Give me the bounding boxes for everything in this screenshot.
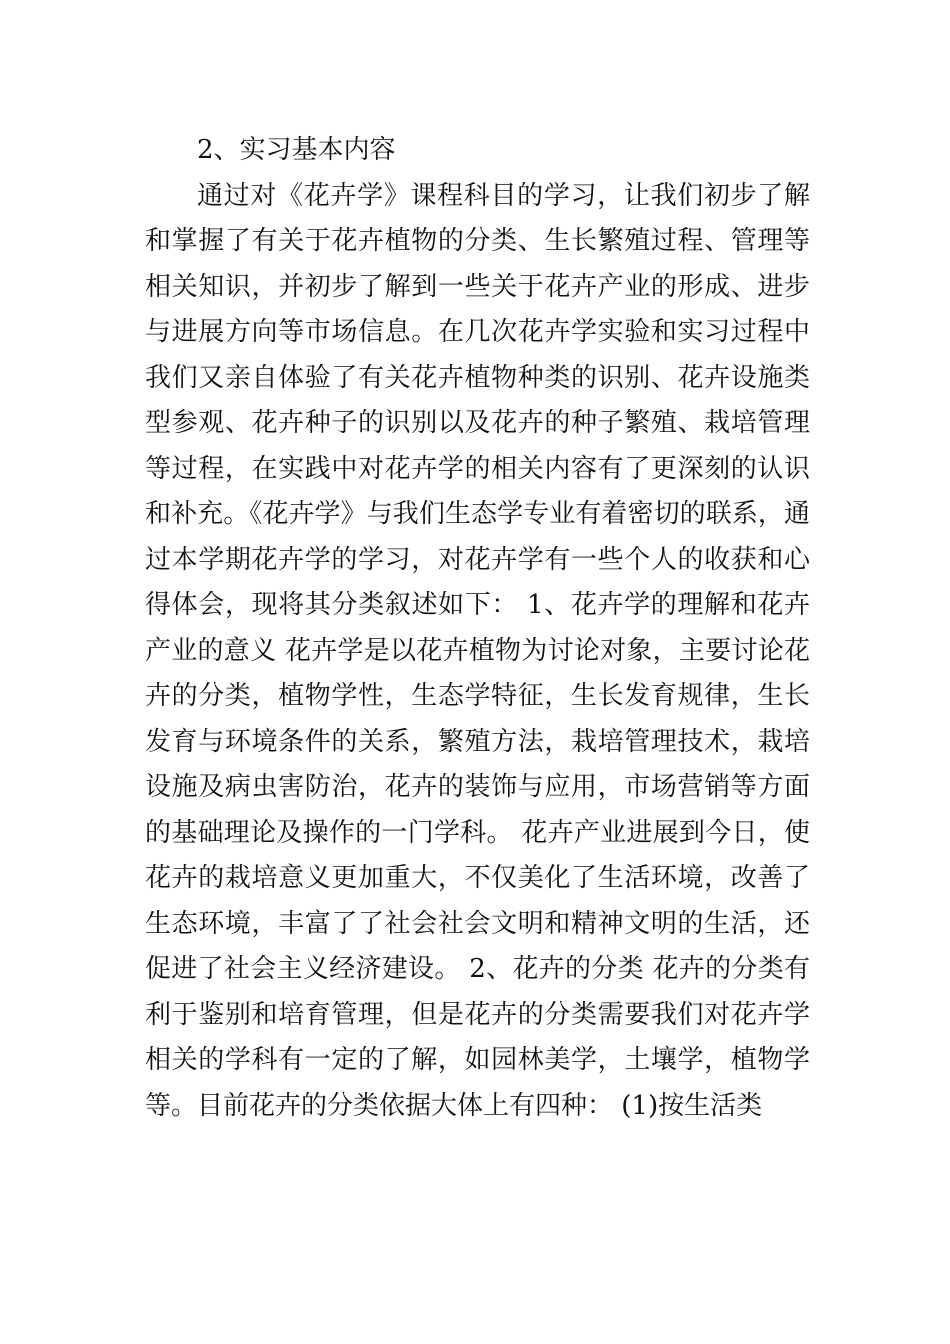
document-body <box>145 128 810 1129</box>
body-paragraph: 通过对《花卉学》课程科目的学习，让我们初步了解和掌握了有关于花卉植物的分类、生长繁殖过程、管理等相关知识，并初步了解到一些关于花卉产业的形成、进步与进展方向等市场信息。在几次花卉学实验和实习过程中我们又亲自体验了有关花卉植物种类的识别、花卉设施类型参观、花卉种子的识别以及花卉的种子繁殖、栽培管理等过程，在实践中对花卉学的相关内容有了更深刻的认识和补充。《花卉学》与我们生态学专业有着密切的联系，通过本学期花卉学的学习，对花卉学有一些个人的收获和心得体会，现将其分类叙述如下： 1、花卉学的理解和花卉产业的意义 花卉学是以花卉植物为讨论对象，主要讨论花卉的分类，植物学性，生态学特征，生长发育规律，生长发育与环境条件的关系，繁殖方法，栽培管理技术，栽培设施及病虫害防治，花卉的装饰与应用，市场营销等方面的基础理论及操作的一门学科。 花卉产业进展到今日，使花卉的栽培意义更加重大，不仅美化了生活环境，改善了生态环境，丰富了了社会社会文明和精神文明的生活，还促进了社会主义经济建设。 2、花卉的分类 花卉的分类有利于鉴别和培育管理，但是花卉的分类需要我们对花卉学相关的学科有一定的了解，如园林美学，土壤学，植物学等。目前花卉的分类依据大体上有四种： (1)按生活类 <box>145 180 810 1121</box>
section-heading: 2、实习基本内容 <box>197 135 396 165</box>
